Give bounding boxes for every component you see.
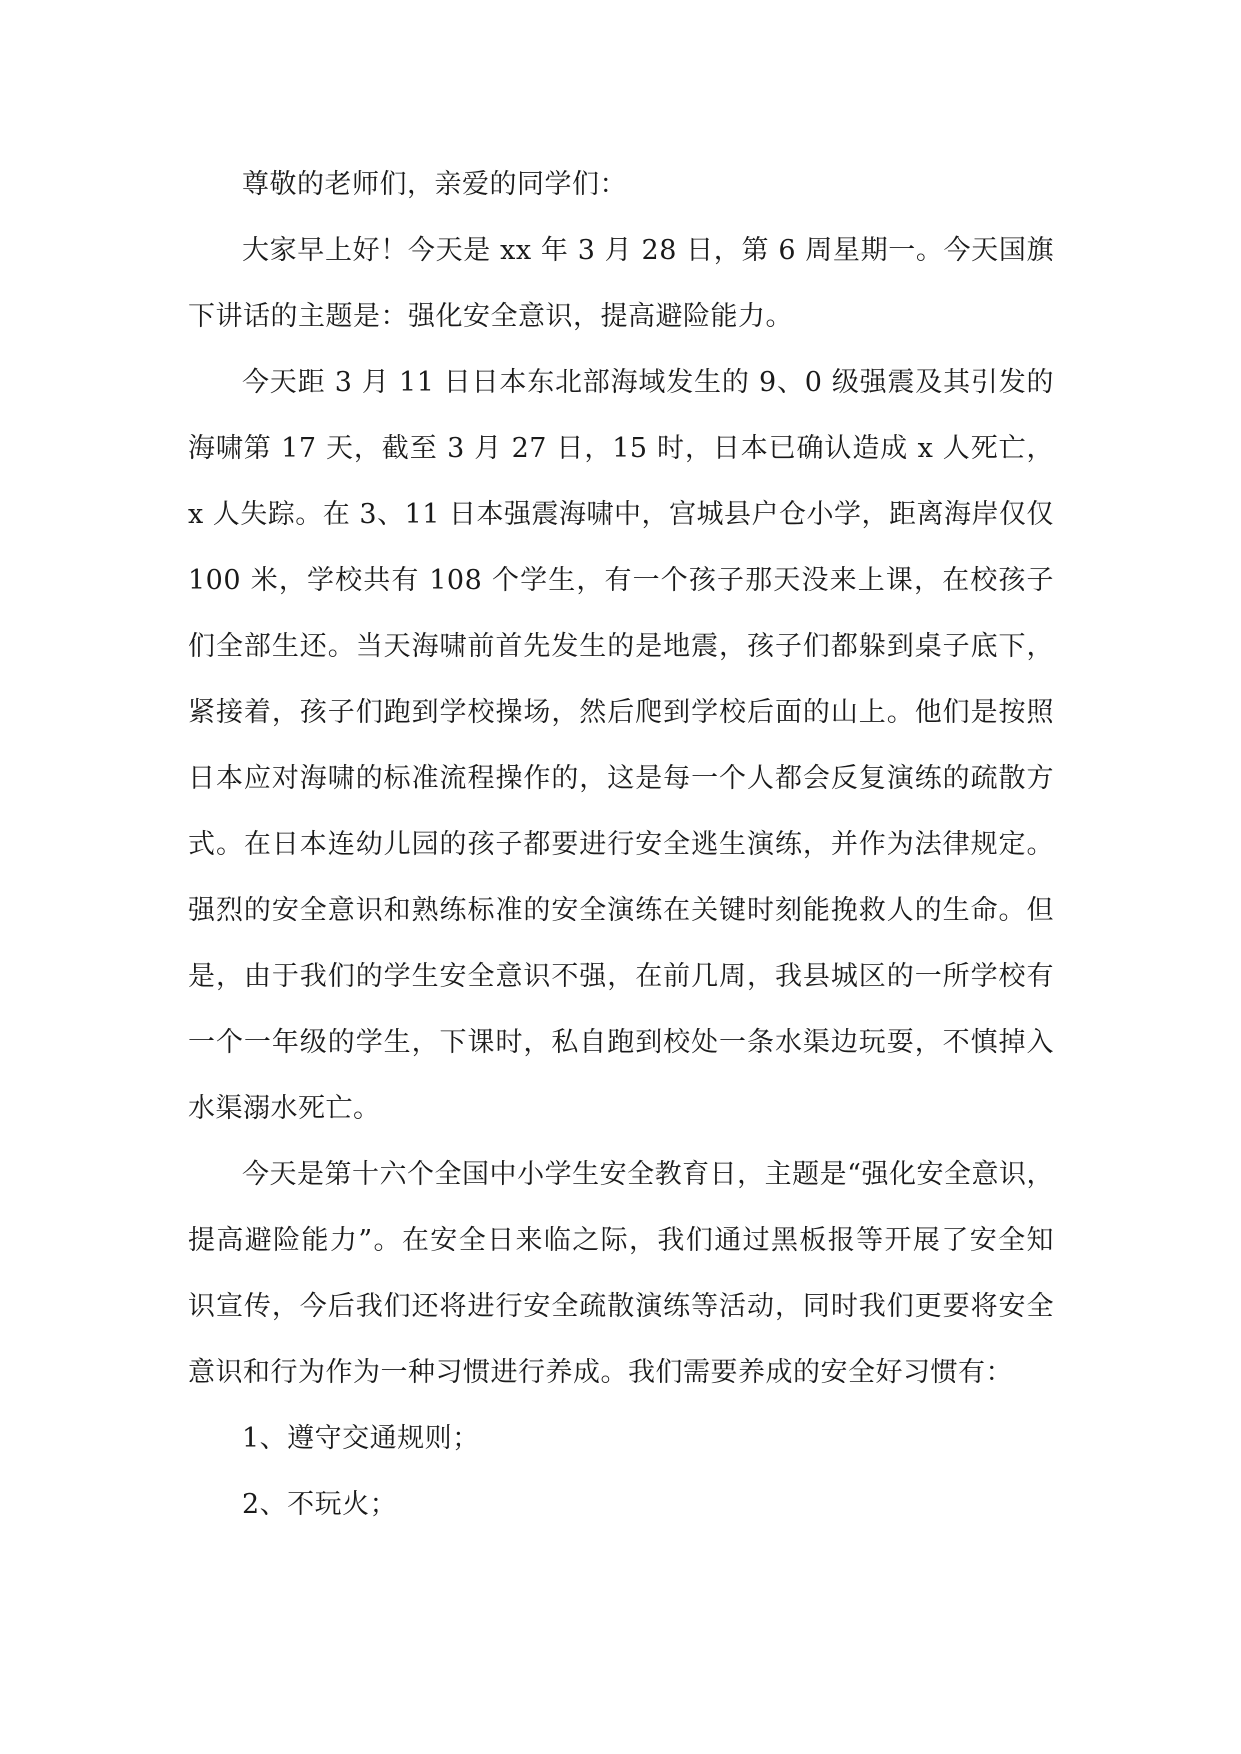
list-item: 1、遵守交通规则；	[242, 1423, 480, 1454]
paragraph: 今天是第十六个全国中小学生安全教育日，主题是“强化安全意识，提高避险能力”。在安全日来临之际，我们通过黑板报等开展了安全知识宣传，今后我们还将进行安全疏散演练等活动，同时我们更要将安全意识和行为作为一种习惯进行养成。我们需要养成的安全好习惯有：	[188, 1159, 1054, 1388]
list-item: 2、不玩火；	[242, 1489, 398, 1520]
document-body	[188, 152, 1054, 1538]
salutation: 尊敬的老师们，亲爱的同学们：	[242, 169, 627, 200]
paragraph: 今天距 3 月 11 日日本东北部海域发生的 9、0 级强震及其引发的海啸第 17 天，截至 3 月 27 日，15 时，日本已确认造成 x 人死亡，x 人失踪。在 3、11 日本强震海啸中，宫城县户仓小学，距离海岸仅仅 100 米，学校共有 108 个学生，有一个孩子那天没来上课，在校孩子们全部生还。当天海啸前首先发生的是地震，孩子们都躲到桌子底下，紧接着，孩子们跑到学校操场，然后爬到学校后面的山上。他们是按照日本应对海啸的标准流程操作的，这是每一个人都会反复演练的疏散方式。在日本连幼儿园的孩子都要进行安全逃生演练，并作为法律规定。强烈的安全意识和熟练标准的安全演练在关键时刻能挽救人的生命。但是，由于我们的学生安全意识不强，在前几周，我县城区的一所学校有一个一年级的学生，下课时，私自跑到校处一条水渠边玩耍，不慎掉入水渠溺水死亡。	[188, 367, 1055, 1124]
paragraph: 大家早上好！今天是 xx 年 3 月 28 日，第 6 周星期一。今天国旗下讲话的主题是：强化安全意识，提高避险能力。	[188, 235, 1054, 332]
